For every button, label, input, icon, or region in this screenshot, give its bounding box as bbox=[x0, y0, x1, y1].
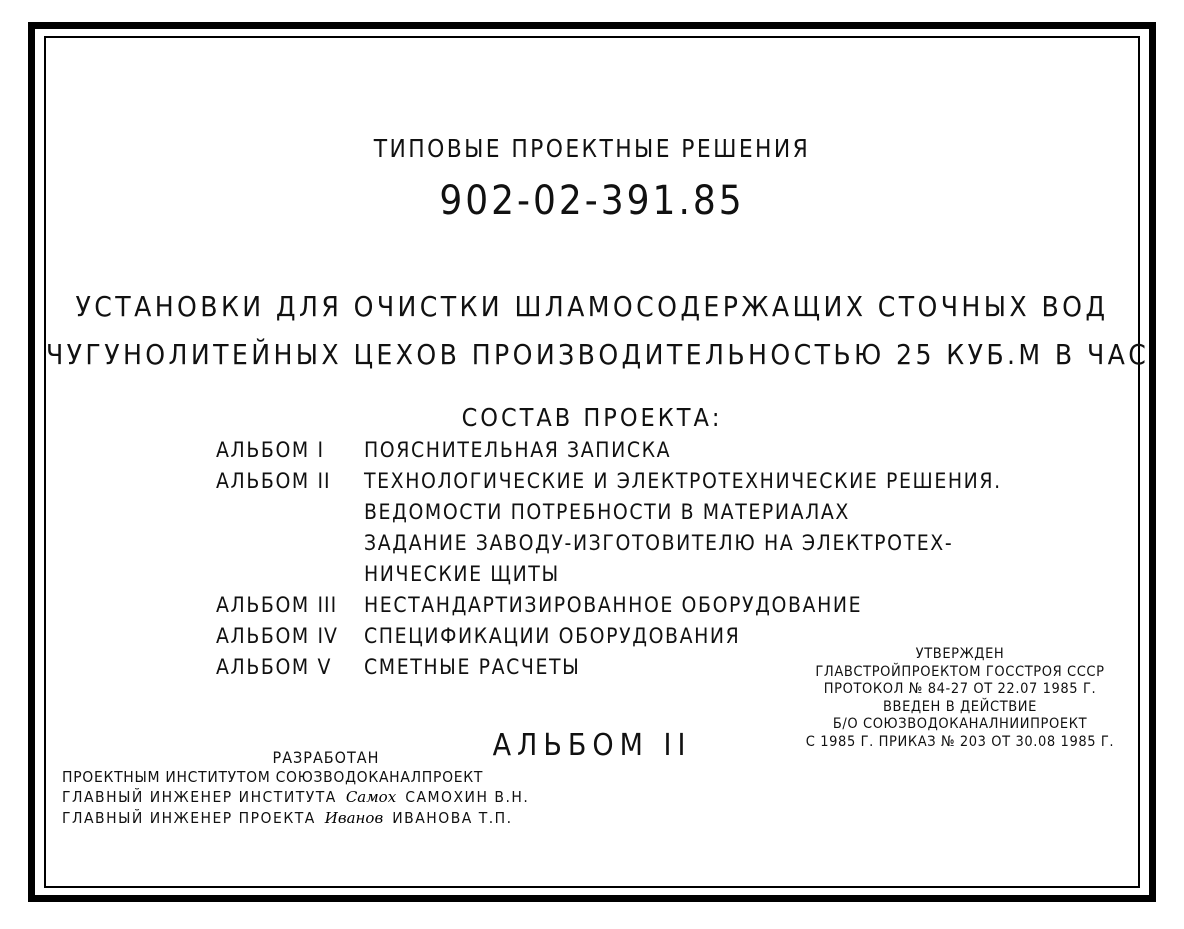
series-header: ТИПОВЫЕ ПРОЕКТНЫЕ РЕШЕНИЯ bbox=[373, 134, 811, 163]
album-number: IV bbox=[317, 624, 338, 648]
album-list-item bbox=[216, 469, 1002, 500]
album-list-item-continuation bbox=[216, 562, 976, 593]
current-album-label: АЛЬБОМ II bbox=[492, 728, 692, 763]
album-number: V bbox=[317, 655, 332, 679]
album-label-word: АЛЬБОМ bbox=[216, 469, 310, 493]
album-list-item bbox=[216, 593, 976, 624]
project-engineer-role: ГЛАВНЫЙ ИНЖЕНЕР ПРОЕКТА bbox=[62, 809, 316, 827]
album-title: ВЕДОМОСТИ ПОТРЕБНОСТИ В МАТЕРИАЛАХ bbox=[364, 500, 850, 524]
approval-line-6: С 1985 Г. ПРИКАЗ № 203 ОТ 30.08 1985 Г. bbox=[805, 733, 1115, 750]
object-title-line-2: ЧУГУНОЛИТЕЙНЫХ ЦЕХОВ ПРОИЗВОДИТЕЛЬНОСТЬЮ 25 КУБ.М В ЧАС bbox=[46, 338, 1150, 371]
chief-engineer-name: САМОХИН В.Н. bbox=[405, 788, 530, 806]
album-title: НЕСТАНДАРТИЗИРОВАННОЕ ОБОРУДОВАНИЕ bbox=[364, 593, 863, 617]
album-number: I bbox=[317, 438, 325, 462]
composition-heading: СОСТАВ ПРОЕКТА: bbox=[461, 403, 723, 432]
developer-institute: ПРОЕКТНЫМ ИНСТИТУТОМ СОЮЗВОДОКАНАЛПРОЕКТ bbox=[62, 768, 484, 786]
title-sheet-content bbox=[46, 38, 1150, 886]
album-label bbox=[216, 593, 364, 617]
project-engineer-name: ИВАНОВА Т.П. bbox=[392, 809, 513, 827]
album-list-item-continuation bbox=[216, 531, 976, 562]
approval-line-5: Б/О СОЮЗВОДОКАНАЛНИИПРОЕКТ bbox=[832, 716, 1088, 732]
approval-line-2: ГЛАВСТРОЙПРОЕКТОМ ГОССТРОЯ СССР bbox=[815, 663, 1105, 680]
album-label bbox=[216, 655, 364, 679]
chief-engineer-role: ГЛАВНЫЙ ИНЖЕНЕР ИНСТИТУТА bbox=[62, 788, 337, 806]
album-title: ЗАДАНИЕ ЗАВОДУ-ИЗГОТОВИТЕЛЮ НА ЭЛЕКТРОТЕХ- bbox=[364, 531, 954, 555]
developer-heading: РАЗРАБОТАН bbox=[272, 748, 380, 767]
album-list-item-continuation bbox=[216, 500, 976, 531]
approval-line-4: ВВЕДЕН В ДЕЙСТВИЕ bbox=[882, 698, 1038, 715]
album-label-word: АЛЬБОМ bbox=[216, 593, 310, 617]
album-title: ТЕХНОЛОГИЧЕСКИЕ И ЭЛЕКТРОТЕХНИЧЕСКИЕ РЕШЕНИЯ. bbox=[364, 469, 1002, 493]
album-title: НИЧЕСКИЕ ЩИТЫ bbox=[364, 562, 560, 586]
album-label bbox=[216, 624, 364, 648]
approval-block bbox=[800, 646, 1120, 751]
album-title: СПЕЦИФИКАЦИИ ОБОРУДОВАНИЯ bbox=[364, 624, 741, 648]
album-label-word: АЛЬБОМ bbox=[216, 624, 310, 648]
developer-chief-engineer-row bbox=[62, 787, 532, 808]
object-title-line-1: УСТАНОВКИ ДЛЯ ОЧИСТКИ ШЛАМОСОДЕРЖАЩИХ СТОЧНЫХ ВОД bbox=[75, 290, 1109, 323]
album-list-item bbox=[216, 438, 976, 469]
chief-engineer-signature: Самох bbox=[345, 788, 397, 806]
album-label bbox=[216, 469, 364, 493]
project-engineer-signature: Иванов bbox=[324, 809, 384, 827]
developer-project-engineer-row bbox=[62, 808, 532, 829]
album-label bbox=[216, 438, 364, 462]
approval-line-1: УТВЕРЖДЕН bbox=[915, 646, 1005, 662]
approval-line-3: ПРОТОКОЛ № 84-27 ОТ 22.07 1985 Г. bbox=[823, 681, 1097, 697]
developer-block bbox=[62, 748, 532, 829]
album-label-word: АЛЬБОМ bbox=[216, 438, 310, 462]
album-number: II bbox=[317, 469, 331, 493]
project-code: 902-02-391.85 bbox=[439, 178, 745, 224]
album-title: ПОЯСНИТЕЛЬНАЯ ЗАПИСКА bbox=[364, 438, 672, 462]
album-number: III bbox=[317, 593, 338, 617]
album-title: СМЕТНЫЕ РАСЧЕТЫ bbox=[364, 655, 581, 679]
album-label-word: АЛЬБОМ bbox=[216, 655, 310, 679]
